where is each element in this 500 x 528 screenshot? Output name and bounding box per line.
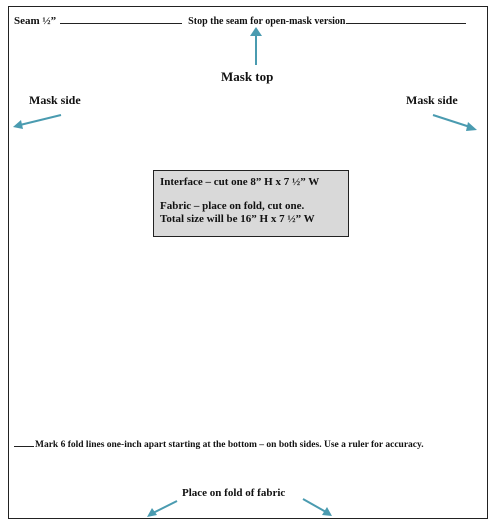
seam-row (14, 15, 466, 27)
arrow-down-left-icon (145, 499, 179, 519)
seam-blank (60, 23, 182, 24)
mask-side-right-label: Mask side (406, 93, 458, 107)
fabric-instruction: Fabric – place on fold, cut one. (160, 200, 305, 212)
fold-lines-instruction (14, 440, 424, 450)
place-on-fold-label: Place on fold of fabric (182, 487, 286, 499)
pattern-page (8, 6, 488, 519)
fold-lines-blank (14, 446, 34, 447)
arrow-up-icon (249, 27, 263, 65)
fold-lines-text: Mark 6 fold lines one-inch apart starting at the bottom – on both sides. Use a ruler for accuracy. (35, 440, 424, 450)
stop-seam-text: Stop the seam for open-mask version (188, 16, 346, 27)
seam-label: Seam ½” (14, 15, 57, 27)
arrow-right-icon (431, 113, 479, 133)
mask-side-left-label: Mask side (29, 93, 81, 107)
interface-instruction: Interface – cut one 8” H x 7 ½” W (160, 176, 320, 188)
arrow-down-right-icon (301, 497, 335, 519)
arrow-left-icon (11, 113, 63, 131)
cutting-info-box (153, 170, 349, 237)
total-size-text: Total size will be 16” H x 7 ½” W (160, 213, 315, 225)
stop-seam-blank (346, 23, 466, 24)
mask-top-label: Mask top (221, 69, 274, 84)
